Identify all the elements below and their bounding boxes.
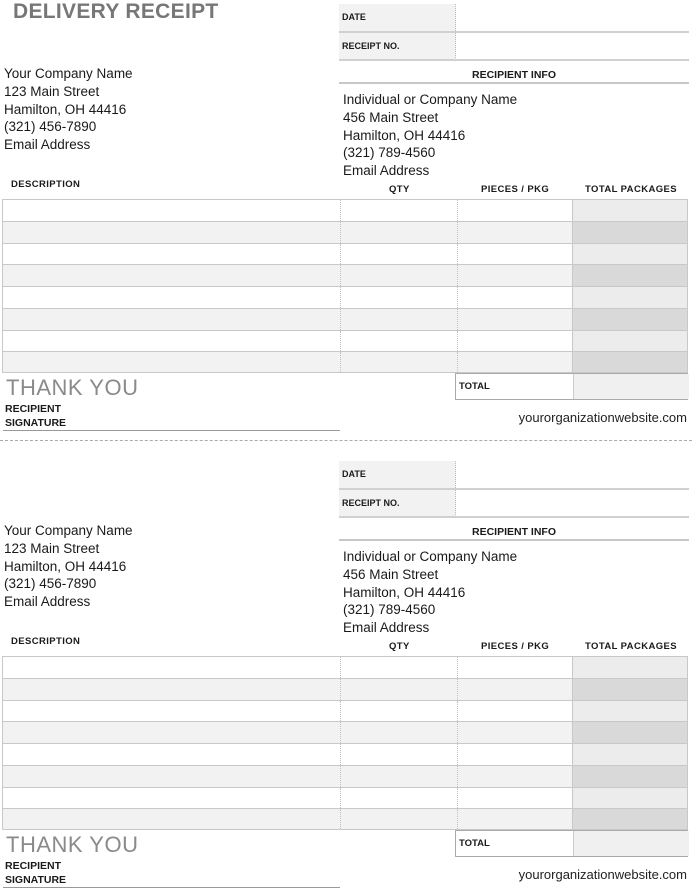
description-cell[interactable]	[2, 722, 340, 743]
col-total-packages: TOTAL PACKAGES	[585, 641, 677, 652]
qty-cell[interactable]	[340, 766, 457, 787]
recipient-street: 456 Main Street	[343, 109, 439, 125]
description-cell[interactable]	[2, 657, 340, 678]
recipient-address	[343, 91, 517, 180]
sender-name: Your Company Name	[4, 523, 133, 538]
total-packages-cell[interactable]	[572, 766, 688, 787]
website-text: yourorganizationwebsite.com	[518, 410, 687, 425]
date-field[interactable]	[457, 461, 689, 488]
col-pieces-pkg: PIECES / PKG	[481, 184, 550, 195]
total-packages-cell[interactable]	[572, 744, 688, 765]
qty-cell[interactable]	[340, 809, 457, 829]
qty-cell[interactable]	[340, 287, 457, 308]
sender-phone: (321) 456-7890	[4, 119, 97, 135]
receipt-no-field[interactable]	[457, 490, 689, 517]
table-row	[2, 221, 688, 243]
table-row	[2, 264, 688, 286]
sender-city: Hamilton, OH 44416	[4, 101, 127, 117]
pieces-cell[interactable]	[457, 809, 572, 829]
col-description: DESCRIPTION	[11, 179, 81, 190]
description-cell[interactable]	[2, 309, 340, 330]
website-text: yourorganizationwebsite.com	[518, 867, 687, 882]
date-label: DATE	[339, 4, 456, 31]
signature-label	[5, 402, 66, 430]
description-cell[interactable]	[2, 766, 340, 787]
pieces-cell[interactable]	[457, 222, 572, 243]
receipt-1	[0, 0, 692, 440]
pieces-cell[interactable]	[457, 679, 572, 700]
table-row	[2, 765, 688, 787]
qty-cell[interactable]	[340, 222, 457, 243]
sender-street: 123 Main Street	[4, 83, 100, 99]
table-row	[2, 308, 688, 330]
recipient-info-heading: RECIPIENT INFO	[339, 526, 689, 541]
col-description: DESCRIPTION	[11, 636, 81, 647]
pieces-cell[interactable]	[457, 657, 572, 678]
total-packages-cell[interactable]	[572, 679, 688, 700]
sender-email: Email Address	[4, 594, 91, 610]
table-row	[2, 808, 688, 830]
table-row	[2, 351, 688, 373]
receipt-no-field[interactable]	[457, 33, 689, 60]
items-table	[2, 656, 688, 830]
total-packages-cell[interactable]	[572, 701, 688, 722]
signature-line[interactable]	[3, 887, 340, 888]
pieces-cell[interactable]	[457, 722, 572, 743]
col-qty: QTY	[389, 184, 410, 195]
signature-label	[5, 859, 66, 887]
signature-label-line2: SIGNATURE	[5, 874, 67, 886]
receipt-no-underline	[339, 59, 689, 61]
total-field[interactable]	[573, 831, 689, 856]
receipt-no-underline	[339, 516, 689, 518]
table-row	[2, 678, 688, 700]
pieces-cell[interactable]	[457, 788, 572, 809]
sender-address	[4, 65, 133, 154]
total-packages-cell[interactable]	[572, 287, 688, 308]
col-pieces-pkg: PIECES / PKG	[481, 641, 550, 652]
recipient-email: Email Address	[343, 163, 430, 179]
qty-cell[interactable]	[340, 331, 457, 352]
items-table	[2, 199, 688, 373]
pieces-cell[interactable]	[457, 331, 572, 352]
total-box	[455, 830, 688, 857]
sender-phone: (321) 456-7890	[4, 576, 97, 592]
description-cell[interactable]	[2, 679, 340, 700]
description-cell[interactable]	[2, 788, 340, 809]
receipt-no-label: RECEIPT NO.	[339, 33, 456, 60]
pieces-cell[interactable]	[457, 744, 572, 765]
total-packages-cell[interactable]	[572, 809, 688, 829]
date-label: DATE	[339, 461, 456, 488]
description-cell[interactable]	[2, 244, 340, 265]
sender-name: Your Company Name	[4, 66, 133, 81]
description-cell[interactable]	[2, 222, 340, 243]
signature-label-line2: SIGNATURE	[5, 417, 67, 429]
pieces-cell[interactable]	[457, 766, 572, 787]
qty-cell[interactable]	[340, 722, 457, 743]
sender-address	[4, 522, 133, 611]
description-cell[interactable]	[2, 265, 340, 286]
receipt-no-label: RECEIPT NO.	[339, 490, 456, 517]
pieces-cell[interactable]	[457, 265, 572, 286]
total-packages-cell[interactable]	[572, 352, 688, 372]
recipient-address	[343, 548, 517, 637]
qty-cell[interactable]	[340, 244, 457, 265]
table-row	[2, 700, 688, 722]
table-row	[2, 721, 688, 743]
pieces-cell[interactable]	[457, 309, 572, 330]
description-cell[interactable]	[2, 744, 340, 765]
qty-cell[interactable]	[340, 701, 457, 722]
signature-label-line1: RECIPIENT	[5, 860, 62, 872]
description-cell[interactable]	[2, 809, 340, 829]
total-packages-cell[interactable]	[572, 722, 688, 743]
recipient-info-heading: RECIPIENT INFO	[339, 69, 689, 84]
col-total-packages: TOTAL PACKAGES	[585, 184, 677, 195]
table-row	[2, 743, 688, 765]
total-packages-cell[interactable]	[572, 222, 688, 243]
table-row	[2, 286, 688, 308]
qty-cell[interactable]	[340, 679, 457, 700]
description-cell[interactable]	[2, 352, 340, 372]
recipient-street: 456 Main Street	[343, 566, 439, 582]
total-packages-cell[interactable]	[572, 200, 688, 221]
description-cell[interactable]	[2, 701, 340, 722]
recipient-name: Individual or Company Name	[343, 92, 518, 107]
total-field[interactable]	[573, 374, 689, 399]
cut-line	[0, 440, 692, 441]
description-cell[interactable]	[2, 200, 340, 221]
pieces-cell[interactable]	[457, 352, 572, 372]
total-packages-cell[interactable]	[572, 309, 688, 330]
total-packages-cell[interactable]	[572, 244, 688, 265]
recipient-phone: (321) 789-4560	[343, 602, 436, 618]
pieces-cell[interactable]	[457, 244, 572, 265]
qty-cell[interactable]	[340, 200, 457, 221]
page-title: DELIVERY RECEIPT	[13, 0, 219, 23]
signature-label-line1: RECIPIENT	[5, 403, 62, 415]
qty-cell[interactable]	[340, 788, 457, 809]
recipient-name: Individual or Company Name	[343, 549, 518, 564]
sender-city: Hamilton, OH 44416	[4, 558, 127, 574]
total-packages-cell[interactable]	[572, 788, 688, 809]
table-row	[2, 330, 688, 352]
sender-email: Email Address	[4, 137, 91, 153]
qty-cell[interactable]	[340, 309, 457, 330]
table-row	[2, 199, 688, 221]
recipient-phone: (321) 789-4560	[343, 145, 436, 161]
date-field[interactable]	[457, 4, 689, 31]
table-row	[2, 243, 688, 265]
recipient-city: Hamilton, OH 44416	[343, 584, 466, 600]
total-label: TOTAL	[459, 381, 490, 392]
qty-cell[interactable]	[340, 352, 457, 372]
thank-you-text: THANK YOU	[6, 375, 139, 400]
pieces-cell[interactable]	[457, 200, 572, 221]
recipient-city: Hamilton, OH 44416	[343, 127, 466, 143]
qty-cell[interactable]	[340, 265, 457, 286]
pieces-cell[interactable]	[457, 701, 572, 722]
total-box	[455, 373, 688, 400]
table-row	[2, 656, 688, 678]
sender-street: 123 Main Street	[4, 540, 100, 556]
description-cell[interactable]	[2, 331, 340, 352]
total-packages-cell[interactable]	[572, 657, 688, 678]
qty-cell[interactable]	[340, 744, 457, 765]
total-packages-cell[interactable]	[572, 265, 688, 286]
total-label: TOTAL	[459, 838, 490, 849]
thank-you-text: THANK YOU	[6, 832, 139, 857]
receipt-2	[0, 457, 692, 891]
table-row	[2, 787, 688, 809]
total-packages-cell[interactable]	[572, 331, 688, 352]
signature-line[interactable]	[3, 430, 340, 431]
pieces-cell[interactable]	[457, 287, 572, 308]
qty-cell[interactable]	[340, 657, 457, 678]
col-qty: QTY	[389, 641, 410, 652]
description-cell[interactable]	[2, 287, 340, 308]
recipient-email: Email Address	[343, 620, 430, 636]
